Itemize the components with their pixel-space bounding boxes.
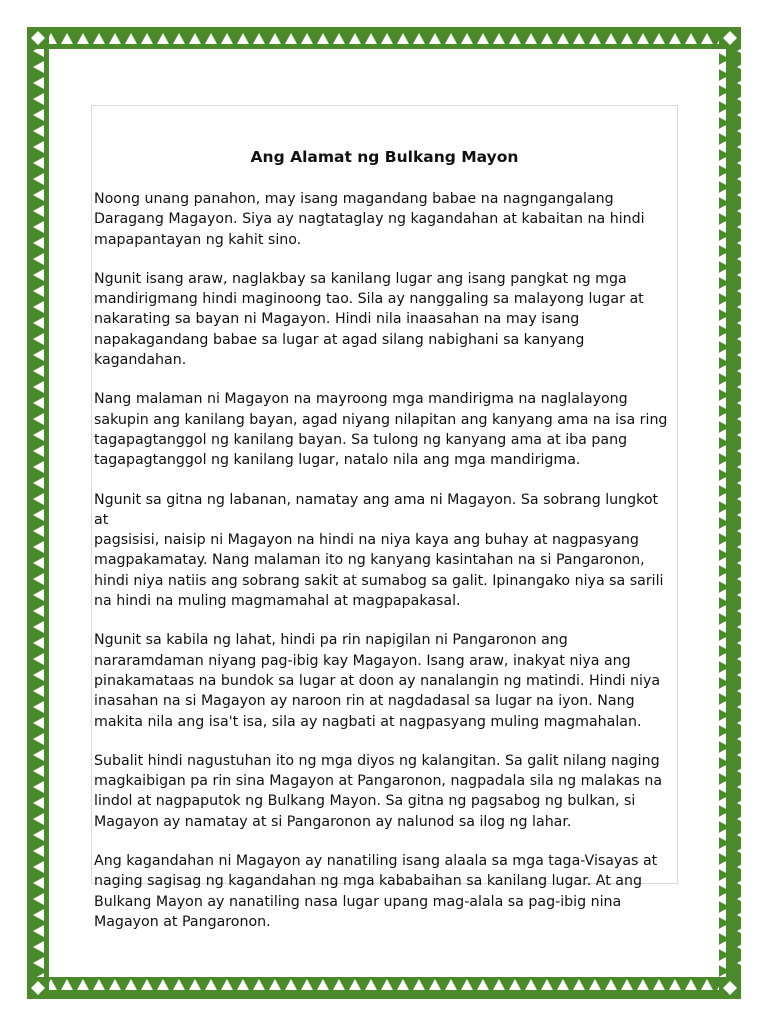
paragraph-2: Ngunit isang araw, naglakbay sa kanilang lugar ang isang pangkat ng mga mandirigmang hindi maginoong tao. Sila ay nanggaling sa malayong lugar at nakarating sa bayan ni Magayon. Hindi nila inaasahan na may isang napakagandang babae sa lugar at agad silang nabighani sa kanyang kagandahan. — [94, 270, 644, 369]
text-box — [91, 105, 678, 930]
paragraph-5: Ngunit sa kabila ng lahat, hindi pa rin napigilan ni Pangaronon ang nararamdaman niyang pag-ibig kay Magayon. Isang araw, inakyat niya ang pinakamataas na bundok sa lugar at doon ay nanalangin ng matindi. Hindi niya inasahan na si Magayon ay naroon rin at nagdadasal sa lugar na iyon. Nang makita nila ang isa't isa, sila ay nagbati at nagpasyang muling magmahalan. — [94, 632, 661, 730]
paragraph-7: Ang kagandahan ni Magayon ay nanatiling isang alaala sa mga taga-Visayas at naging sagisag ng kagandahan ng mga kababaihan sa kanilang lugar. At ang Bulkang Mayon ay nanatiling nasa lugar upang mag-alala sa pag-ibig nina Magayon at Pangaronon. — [94, 853, 658, 930]
story-body — [94, 189, 676, 951]
paragraph-1: Noong unang panahon, may isang magandang babae na nagngangalang Daragang Magayon. Siya ay nagtataglay ng kagandahan at kabaitan na hindi mapapantayan ng kahit sino. — [94, 191, 645, 248]
paragraph-6: Subalit hindi nagustuhan ito ng mga diyos ng kalangitan. Sa galit nilang naging magkaibigan pa rin sina Magayon at Pangaronon, nagpadala sila ng malakas na lindol at nagpaputok ng Bulkang Mayon. Sa gitna ng pagsabog ng bulkan, si Magayon ay namatay at si Pangaronon ay nalunod sa ilog ng lahar. — [94, 752, 663, 830]
document-title: Ang Alamat ng Bulkang Mayon — [250, 148, 519, 166]
paragraph-4: Ngunit sa gitna ng labanan, namatay ang ama ni Magayon. Sa sobrang lungkot at pagsisisi, naisip ni Magayon na hindi na niya kaya ang buhay at nagpasyang magpakamatay. Nang malaman ito ng kanyang kasintahan na si Pangaronon, hindi niya natiis ang sobrang sakit at sumabog sa galit. Ipinangako niya sa sarili na hindi na muling magmamahal at magpapakasal. — [94, 491, 664, 610]
paragraph-3: Nang malaman ni Magayon na mayroong mga mandirigma na naglalayong sakupin ang kanilang bayan, agad niyang nilapitan ang kanyang ama na isa ring tagapagtanggol ng kanilang bayan. Sa tulong ng kanyang ama at iba pang tagapagtanggol ng kanilang lugar, natalo nila ang mga mandirigma. — [94, 391, 668, 469]
